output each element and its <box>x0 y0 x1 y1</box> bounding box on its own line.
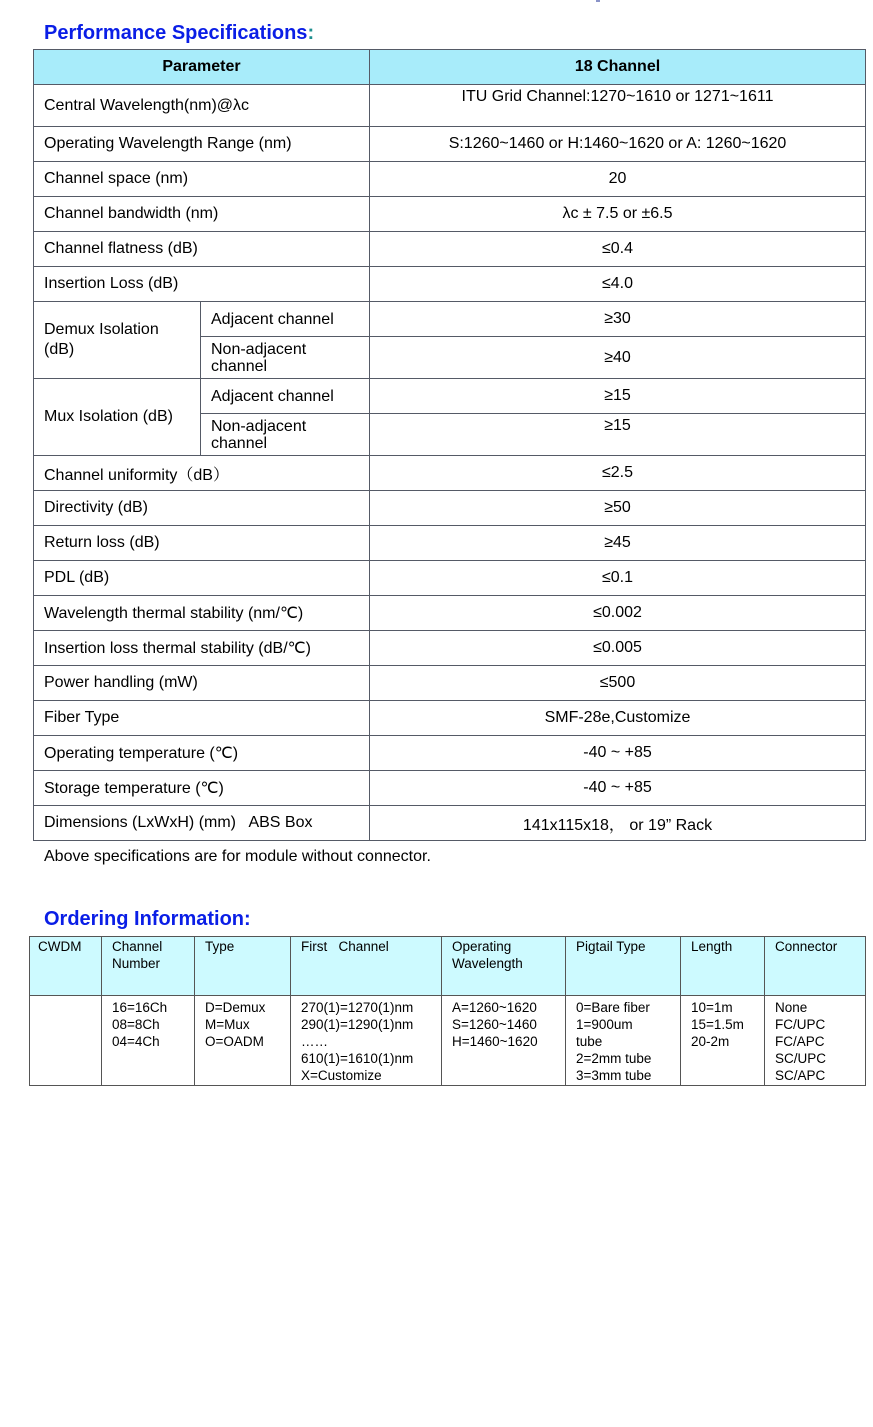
ordering-options-cwdm <box>30 996 102 1086</box>
header-parameter: Parameter <box>34 50 370 85</box>
performance-title-colon: : <box>307 22 315 44</box>
spec-value: ≥50 <box>370 491 866 526</box>
spec-label: Channel flatness (dB) <box>34 232 370 267</box>
spec-value: ≤4.0 <box>370 267 866 302</box>
demux-isolation-label: Demux Isolation (dB) <box>34 302 201 379</box>
ordering-title: Ordering Information: <box>44 908 251 930</box>
ordering-header-row <box>30 937 866 996</box>
ordering-options-pigtail-type <box>566 996 681 1086</box>
spec-label: Central Wavelength(nm)@λc <box>34 85 370 127</box>
spec-label: Insertion Loss (dB) <box>34 267 370 302</box>
spec-footnote: Above specifications are for module without connector. <box>44 848 431 865</box>
mux-non-adjacent-value: ≥15 <box>370 414 866 456</box>
ordering-option: 1=900um <box>576 1017 633 1032</box>
ordering-option: 3=3mm tube <box>576 1068 652 1083</box>
ordering-header-cwdm: CWDM <box>30 937 102 996</box>
spec-row <box>34 701 866 736</box>
ordering-option: 0=Bare fiber <box>576 1000 650 1015</box>
ordering-option: SC/APC <box>775 1068 826 1083</box>
demux-non-adjacent-value: ≥40 <box>370 337 866 379</box>
spec-value: 141x115x18， or 19” Rack <box>370 806 866 841</box>
spec-value: ≤0.002 <box>370 596 866 631</box>
ordering-header-connector: Connector <box>765 937 866 996</box>
ordering-option: tube <box>576 1034 603 1049</box>
ordering-option: M=Mux <box>205 1017 250 1032</box>
ordering-option: 15=1.5m <box>691 1017 744 1032</box>
spec-row <box>34 631 866 666</box>
spec-label: Return loss (dB) <box>34 526 370 561</box>
ordering-option: 2=2mm tube <box>576 1051 652 1066</box>
ordering-option: 20-2m <box>691 1034 730 1049</box>
spec-row <box>34 491 866 526</box>
spec-value: 20 <box>370 162 866 197</box>
spec-row <box>34 85 866 127</box>
spec-label: Wavelength thermal stability (nm/℃) <box>34 596 370 631</box>
spec-label: Dimensions (LxWxH) (mm) ABS Box <box>34 806 370 841</box>
ordering-options-channel-number <box>102 996 195 1086</box>
demux-adjacent-label: Adjacent channel <box>201 302 370 337</box>
ordering-options-length <box>681 996 765 1086</box>
ordering-header-pigtail-type: Pigtail Type <box>566 937 681 996</box>
ordering-option: D=Demux <box>205 1000 266 1015</box>
ordering-option: S=1260~1460 <box>452 1017 537 1032</box>
spec-value: ≤0.4 <box>370 232 866 267</box>
mux-non-adjacent-label: Non-adjacent channel <box>201 414 370 456</box>
ordering-header-type: Type <box>195 937 291 996</box>
ordering-header-operating-wavelength: Operating Wavelength <box>442 937 566 996</box>
performance-title <box>44 22 314 45</box>
spec-value: SMF-28e,Customize <box>370 701 866 736</box>
ordering-option: 04=4Ch <box>112 1034 160 1049</box>
ordering-options-operating-wavelength <box>442 996 566 1086</box>
spec-value: -40 ~ +85 <box>370 771 866 806</box>
spec-row <box>34 232 866 267</box>
ordering-header-channel-number: Channel Number <box>102 937 195 996</box>
spec-header-row <box>34 50 866 85</box>
demux-isolation-row <box>34 302 866 337</box>
ordering-option: 10=1m <box>691 1000 733 1015</box>
ordering-option: 610(1)=1610(1)nm <box>301 1051 414 1066</box>
spec-row <box>34 526 866 561</box>
spec-row <box>34 666 866 701</box>
mux-isolation-label: Mux Isolation (dB) <box>34 379 201 456</box>
header-18-channel: 18 Channel <box>370 50 866 85</box>
ordering-options-connector <box>765 996 866 1086</box>
demux-adjacent-value: ≥30 <box>370 302 866 337</box>
ordering-options-row <box>30 996 866 1086</box>
spec-row <box>34 162 866 197</box>
spec-value: -40 ~ +85 <box>370 736 866 771</box>
performance-title-text: Performance Specifications <box>44 22 308 44</box>
spec-label: Fiber Type <box>34 701 370 736</box>
spec-row <box>34 771 866 806</box>
mux-adjacent-value: ≥15 <box>370 379 866 414</box>
spec-label: Power handling (mW) <box>34 666 370 701</box>
ordering-header-length: Length <box>681 937 765 996</box>
ordering-option: FC/UPC <box>775 1017 826 1032</box>
spec-label: Operating Wavelength Range (nm) <box>34 127 370 162</box>
spec-label: Operating temperature (℃) <box>34 736 370 771</box>
demux-non-adjacent-label: Non-adjacent channel <box>201 337 370 379</box>
spec-label: Channel uniformity（dB） <box>34 456 370 491</box>
spec-row <box>34 127 866 162</box>
ordering-option: SC/UPC <box>775 1051 827 1066</box>
spec-label: Insertion loss thermal stability (dB/℃) <box>34 631 370 666</box>
spec-row <box>34 456 866 491</box>
spec-label: PDL (dB) <box>34 561 370 596</box>
spec-row <box>34 736 866 771</box>
spec-value: ITU Grid Channel:1270~1610 or 1271~1611 <box>370 85 866 127</box>
ordering-option: 290(1)=1290(1)nm <box>301 1017 414 1032</box>
ordering-option: A=1260~1620 <box>452 1000 537 1015</box>
performance-spec-table <box>33 49 866 841</box>
spec-row <box>34 561 866 596</box>
spec-label: Channel bandwidth (nm) <box>34 197 370 232</box>
mux-adjacent-label: Adjacent channel <box>201 379 370 414</box>
spec-value: ≤500 <box>370 666 866 701</box>
spec-row <box>34 267 866 302</box>
spec-value: ≥45 <box>370 526 866 561</box>
ordering-table <box>29 936 866 1086</box>
ordering-header-first-channel: First Channel <box>291 937 442 996</box>
ordering-option: 08=8Ch <box>112 1017 160 1032</box>
spec-value: ≤0.1 <box>370 561 866 596</box>
ordering-options-type <box>195 996 291 1086</box>
spec-row <box>34 197 866 232</box>
spec-value: ≤0.005 <box>370 631 866 666</box>
mux-isolation-row <box>34 379 866 414</box>
spec-value: S:1260~1460 or H:1460~1620 or A: 1260~1620 <box>370 127 866 162</box>
ordering-option: 270(1)=1270(1)nm <box>301 1000 414 1015</box>
spec-label: Directivity (dB) <box>34 491 370 526</box>
spec-row <box>34 806 866 841</box>
ordering-option: FC/APC <box>775 1034 825 1049</box>
ordering-option: X=Customize <box>301 1068 382 1083</box>
spec-row <box>34 596 866 631</box>
scan-artifact <box>596 0 600 2</box>
ordering-option: 16=16Ch <box>112 1000 168 1015</box>
ordering-option: O=OADM <box>205 1034 264 1049</box>
ordering-options-first-channel <box>291 996 442 1086</box>
spec-value: λc ± 7.5 or ±6.5 <box>370 197 866 232</box>
spec-label: Channel space (nm) <box>34 162 370 197</box>
ordering-option: H=1460~1620 <box>452 1034 538 1049</box>
spec-value: ≤2.5 <box>370 456 866 491</box>
ordering-option: …… <box>301 1034 328 1049</box>
ordering-option: None <box>775 1000 808 1015</box>
spec-label: Storage temperature (℃) <box>34 771 370 806</box>
